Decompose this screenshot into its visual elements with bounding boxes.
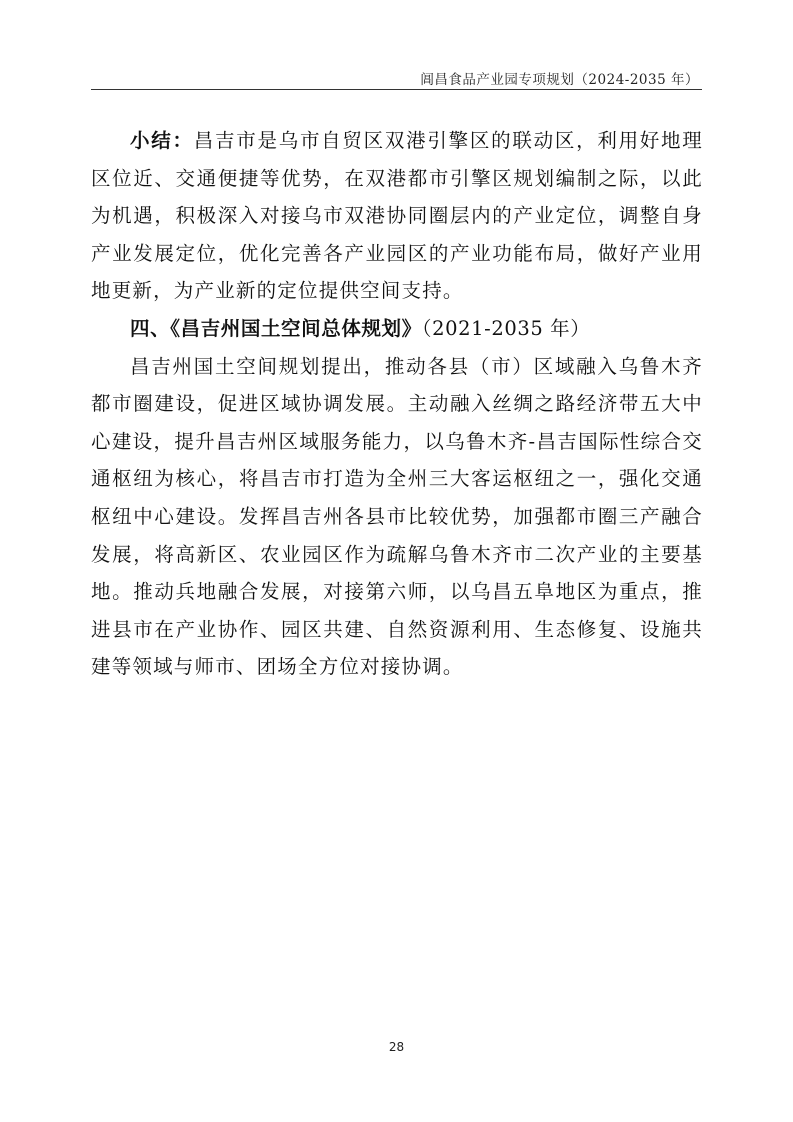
page-number: 28 <box>388 1040 405 1054</box>
section-paragraph: 昌吉州国土空间规划提出，推动各县（市）区域融入乌鲁木齐都市圈建设，促进区域协调发展。主动融入丝绸之路经济带五大中心建设，提升昌吉州区域服务能力，以乌鲁木齐-昌吉国际性综合交通枢纽为核心，将昌吉市打造为全州三大客运枢纽之一，强化交通枢纽中心建设。发挥昌吉州各县市比较优势，加强都市圈三产融合发展，将高新区、农业园区作为疏解乌鲁木齐市二次产业的主要基地。推动兵地融合发展，对接第六师，以乌昌五阜地区为重点，推进县市在产业协作、园区共建、自然资源利用、生态修复、设施共建等领域与师市、团场全方位对接协调。 <box>91 354 703 679</box>
section-heading <box>91 310 703 348</box>
summary-paragraph <box>91 122 703 310</box>
section-heading-title: 四、《昌吉州国土空间总体规划》 <box>130 316 422 340</box>
summary-label: 小结： <box>130 129 194 152</box>
summary-text: 昌吉市是乌市自贸区双港引擎区的联动区，利用好地理区位近、交通便捷等优势，在双港都市引擎区规划编制之际，以此为机遇，积极深入对接乌市双港协同圈层内的产业定位，调整自身产业发展定位，优化完善各产业园区的产业功能布局，做好产业用地更新，为产业新的定位提供空间支持。 <box>91 129 703 303</box>
document-body <box>91 122 703 686</box>
header-divider <box>91 89 702 90</box>
section-heading-years: （2021-2035 年） <box>421 316 591 340</box>
document-header-title: 阊昌食品产业园专项规划（2024-2035 年） <box>420 72 699 88</box>
